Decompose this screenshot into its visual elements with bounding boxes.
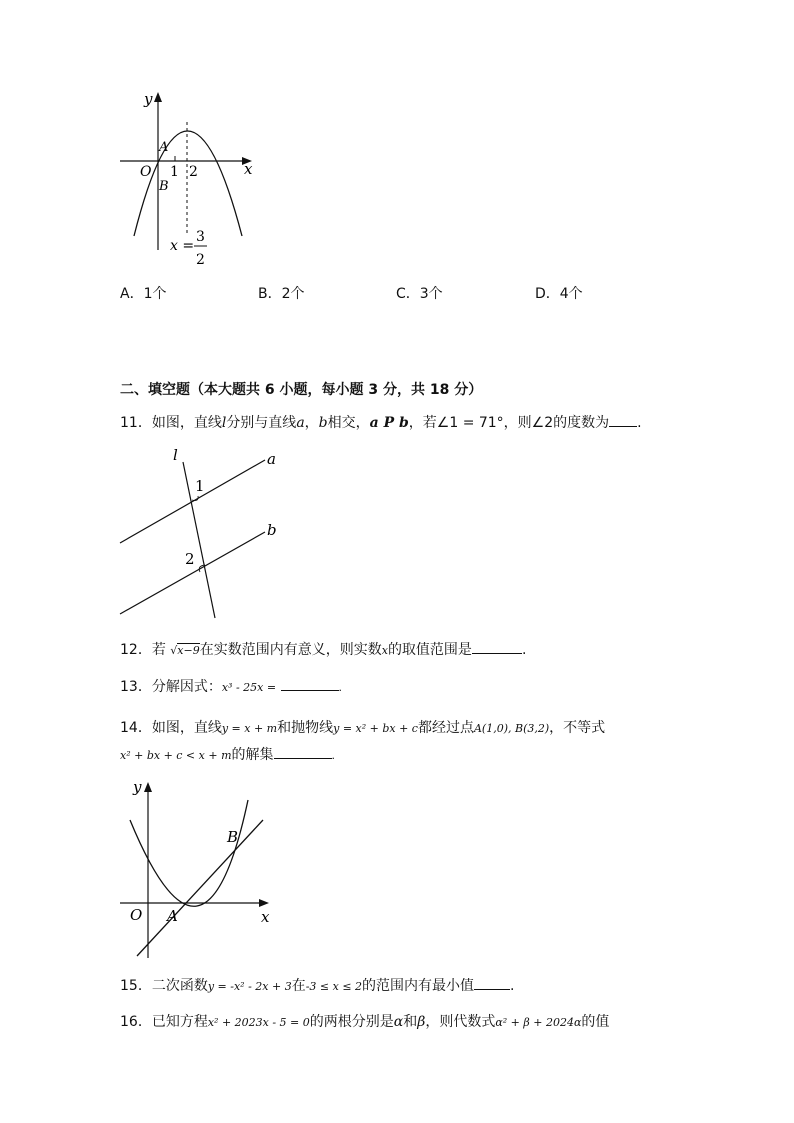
q13-expr: x³ - 25x = [221, 681, 277, 694]
label-angle-1: 1 [195, 477, 205, 495]
q14-graph-figure [115, 772, 285, 962]
q11-t4: 相交， [327, 415, 370, 431]
q11-end: . [637, 415, 642, 431]
x-label: x [261, 908, 270, 926]
q12-radicand: x−9 [177, 644, 200, 657]
point-a-label: A [159, 140, 169, 155]
q14-t5: 的解集 [231, 747, 274, 763]
q14-t4: ，不等式 [549, 720, 606, 736]
q10-parabola-figure [110, 88, 270, 270]
label-a: a [267, 450, 276, 468]
point-b-label: B [227, 828, 239, 846]
q16-t2: 的两根分别是 [309, 1014, 394, 1030]
q12-t2: 在实数范围内有意义，则实数 [199, 642, 382, 658]
q14-points: A(1,0), B(3,2) [473, 722, 550, 735]
axis-eq-lhs: x = [170, 238, 195, 254]
x-axis-arrow [259, 899, 269, 907]
q11-t1: 11．如图，直线 [120, 415, 222, 431]
q10-option-b: B．2个 [258, 286, 305, 302]
label-b: b [267, 521, 277, 539]
q15-t3: 的范围内有最小值 [362, 978, 475, 994]
point-b-label: B [159, 179, 169, 194]
q16-t3: 和 [403, 1014, 418, 1030]
q12-t3: 的取值范围是 [387, 642, 472, 658]
q11-t3: ， [304, 415, 319, 431]
axis-eq-denominator: 2 [196, 252, 205, 268]
q10-option-a: A．1个 [120, 286, 167, 302]
straight-line [137, 820, 263, 956]
q12-text [120, 639, 526, 659]
q15-func: y = -x² - 2x + 3 [207, 980, 292, 993]
q11-t2: 分别与直线 [226, 415, 297, 431]
q16-beta: β [417, 1014, 426, 1030]
q11-t5: ，若∠1 = 71°，则∠2的度数为 [408, 415, 610, 431]
q13-t1: 13．分解因式： [120, 679, 222, 695]
y-label: y [133, 778, 142, 796]
q16-alpha: α [393, 1014, 404, 1030]
q16-eq: x² + 2023x - 5 = 0 [207, 1016, 310, 1029]
parabola-curve [134, 131, 242, 236]
q11-lines-figure [115, 444, 295, 620]
q10-option-c: C．3个 [396, 286, 443, 302]
q15-text [120, 975, 515, 995]
y-axis-arrow [154, 92, 162, 102]
q13-end: . [338, 681, 343, 694]
q16-t1: 16．已知方程 [120, 1014, 208, 1030]
q14-t3: 都经过点 [417, 720, 474, 736]
point-a-label: A [167, 907, 178, 925]
q13-text [120, 676, 342, 696]
q11-text [120, 412, 642, 432]
q16-text [120, 1011, 609, 1031]
q14-inequality: x² + bx + c < x + m [120, 749, 232, 762]
q12-answer-blank[interactable] [472, 640, 522, 654]
origin-label: O [130, 906, 143, 924]
q11-a: a [296, 415, 305, 431]
q16-t5: 的值 [581, 1014, 610, 1030]
q14-t2: 和抛物线 [277, 720, 334, 736]
axis-eq-numerator: 3 [196, 229, 205, 245]
q15-end: . [510, 978, 515, 994]
q16-t4: ，则代数式 [425, 1014, 496, 1030]
line-a [120, 460, 265, 543]
radical-sign: √ [170, 644, 178, 657]
q14-answer-blank[interactable] [274, 745, 332, 759]
q13-answer-blank[interactable] [281, 677, 339, 691]
q11-answer-blank[interactable] [609, 413, 637, 427]
q16-expr: α² + β + 2024α [495, 1016, 582, 1029]
line-b [120, 532, 265, 614]
tick-1-label: 1 [170, 164, 179, 180]
q14-para-eq: y = x² + bx + c [333, 722, 418, 735]
tick-2-label: 2 [189, 164, 198, 180]
section2-header: 二、填空题（本大题共 6 小题，每小题 3 分，共 18 分） [120, 382, 483, 398]
label-l: l [173, 446, 178, 464]
q12-sqrt [170, 643, 199, 657]
q14-end: . [331, 749, 335, 762]
q15-range: -3 ≤ x ≤ 2 [305, 980, 363, 993]
q15-t2: 在 [291, 978, 306, 994]
label-angle-2: 2 [185, 550, 195, 568]
q12-x: x [381, 644, 388, 657]
q11-apb: a P b [369, 415, 409, 431]
q15-t1: 15．二次函数 [120, 978, 208, 994]
y-label: y [144, 90, 153, 108]
q15-answer-blank[interactable] [474, 976, 510, 990]
q14-t1: 14．如图，直线 [120, 720, 222, 736]
q14-line-eq: y = x + m [221, 722, 278, 735]
q14-line1 [120, 717, 605, 737]
q11-b: b [318, 415, 328, 431]
q12-end: . [521, 642, 527, 658]
q10-option-d: D．4个 [535, 286, 583, 302]
q11-l: l [221, 415, 227, 431]
q14-line2 [120, 744, 335, 764]
y-axis-arrow [144, 782, 152, 792]
q12-t1: 12．若 [120, 642, 166, 658]
x-label: x [244, 160, 253, 178]
origin-label: O [140, 164, 152, 180]
